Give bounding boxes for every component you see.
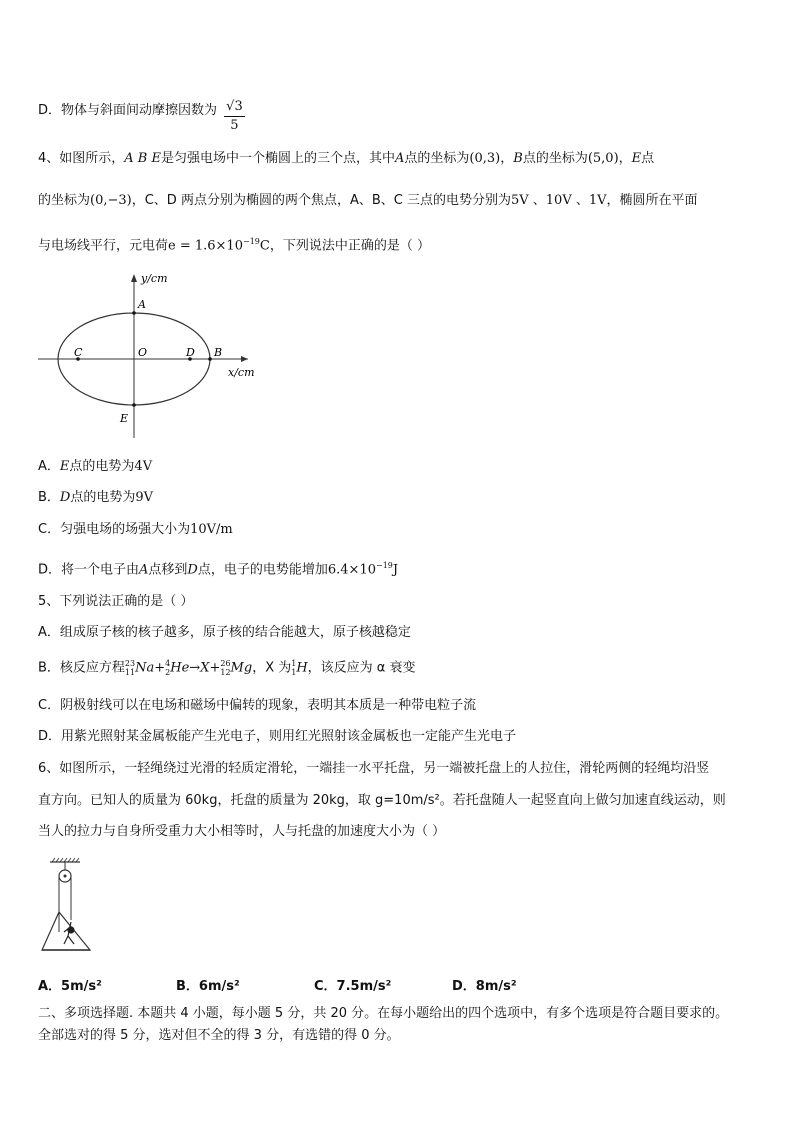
- x-axis-arrow-icon: [241, 356, 248, 362]
- q4-stem-line3: [38, 233, 430, 255]
- atomic-number: 1: [291, 668, 297, 677]
- text: D．将一个电子由: [38, 562, 140, 578]
- charge-unit: C: [259, 238, 270, 254]
- label-e: E: [120, 412, 129, 425]
- q5-option-a: A．组成原子核的核子越多，原子核的结合能越大，原子核越稳定: [38, 625, 411, 640]
- q6-option-d: D．8m/s²: [452, 979, 517, 994]
- symbol-x: X: [200, 660, 210, 676]
- pulley-axle: [64, 875, 67, 878]
- symbol: Mg: [230, 660, 253, 676]
- mass-number: 23: [124, 659, 136, 668]
- label-a: A: [138, 298, 146, 311]
- text: B．: [38, 490, 60, 505]
- potentials: 5V 、10V 、1V: [510, 193, 607, 208]
- coord-e: (0,−3): [90, 193, 132, 208]
- charge-exponent: −19: [242, 237, 260, 246]
- nuclide-h: [291, 659, 307, 678]
- text: 10V/m: [190, 522, 233, 537]
- q5-option-d: D．用紫光照射某金属板能产生光电子，则用红光照射该金属板也一定能产生光电子: [38, 729, 517, 744]
- q4-option-c: [38, 521, 233, 539]
- point-a-dot: [132, 311, 136, 315]
- section2-line1: 二、多项选择题. 本题共 4 小题，每小题 5 分，共 20 分。在每小题给出的四个选项中，有多个选项是符合题目要求的。: [38, 1006, 729, 1021]
- text: 与电场线平行，元电荷: [38, 238, 169, 254]
- text: ，C、D 两点分别为椭圆的两个焦点，A、B、C 三点的电势分别为: [131, 193, 511, 208]
- text: C．匀强电场的场强大小为: [38, 522, 191, 537]
- q6-option-a: A．5m/s²: [38, 979, 102, 994]
- symbol: Na: [135, 660, 155, 676]
- text: ，: [618, 151, 632, 166]
- text: 是匀强电场中一个椭圆上的三个点，其中: [160, 151, 395, 166]
- text: 点的电势为: [70, 490, 136, 505]
- coord-a: (0,3): [469, 151, 501, 166]
- q6-pulley-figure: [38, 856, 108, 960]
- q3-fraction-denominator: 5: [230, 118, 239, 133]
- q4-stem-line1: [38, 150, 654, 168]
- q4-option-b: [38, 489, 153, 507]
- q6-stem-line1: 6、如图所示，一轻绳绕过光滑的轻质定滑轮，一端挂一水平托盘，另一端被托盘上的人拉住，滑轮两侧的轻绳均沿竖: [38, 761, 710, 776]
- plus: +: [209, 660, 221, 676]
- arrow: →: [189, 660, 201, 676]
- text: 9V: [135, 490, 154, 505]
- point-a: A: [395, 151, 405, 166]
- text: 6.4×10: [327, 562, 376, 578]
- coord-b: (5,0): [587, 151, 619, 166]
- q3-fraction-numerator: √3: [224, 98, 245, 117]
- label-c: C: [74, 346, 83, 359]
- q6-stem-line2: 直方向。已知人的质量为 60kg，托盘的质量为 20kg，取 g=10m/s²。若托盘随人一起竖直向上做匀加速直线运动，则: [38, 793, 726, 808]
- q6-option-c: C．7.5m/s²: [314, 979, 392, 994]
- text: −19: [375, 561, 393, 570]
- text: A．: [38, 459, 60, 474]
- text: D: [187, 562, 198, 578]
- symbol: He: [170, 660, 190, 676]
- q6-option-b: B．6m/s²: [176, 979, 240, 994]
- point-b-dot: [208, 357, 212, 361]
- text: D: [59, 490, 71, 505]
- q5-option-b: [38, 659, 416, 678]
- nuclide-na: [125, 659, 154, 678]
- text: 点的电势为: [69, 459, 135, 474]
- q3-fraction: [224, 98, 245, 135]
- section2-line2: 全部选对的得 5 分，选对但不全的得 3 分，有选错的得 0 分。: [38, 1028, 400, 1043]
- text: 点移到: [148, 562, 188, 578]
- text: 点的坐标为: [404, 151, 470, 166]
- q4-option-a: [38, 458, 152, 476]
- x-axis-label: x/cm: [228, 366, 255, 379]
- text: ，该反应为 α 衰变: [307, 660, 416, 676]
- y-axis-arrow-icon: [131, 274, 137, 282]
- point-e: E: [631, 151, 642, 166]
- label-d: D: [186, 346, 195, 359]
- point-b: B: [513, 151, 523, 166]
- q5-option-c: C．阴极射线可以在电场和磁场中偏转的现象，表明其本质是一种带电粒子流: [38, 698, 477, 713]
- text: 的坐标为: [38, 193, 91, 208]
- atomic-number: 12: [220, 668, 231, 677]
- text: 点的坐标为: [522, 151, 588, 166]
- plus: +: [154, 660, 166, 676]
- q4-ellipse-figure: [38, 272, 268, 442]
- points: A B E: [124, 151, 161, 166]
- atomic-number: 11: [124, 668, 136, 677]
- nuclide-he: [165, 659, 189, 678]
- text: 4V: [134, 459, 153, 474]
- label-o: O: [138, 346, 148, 359]
- text: A: [139, 562, 149, 578]
- text: ，: [500, 151, 514, 166]
- point-e-dot: [132, 403, 136, 407]
- label-b: B: [214, 346, 223, 359]
- atomic-number: 2: [165, 668, 171, 677]
- text: ，椭圆所在平面: [606, 193, 698, 208]
- charge: e = 1.6×10: [168, 238, 243, 254]
- mass-number: 26: [220, 659, 231, 668]
- person-icon: [64, 922, 74, 944]
- nuclide-mg: [220, 659, 252, 678]
- text: B．核反应方程: [38, 660, 125, 676]
- text: 4、如图所示，: [38, 151, 125, 166]
- mass-number: 4: [165, 659, 171, 668]
- q5-stem: 5、下列说法正确的是（ ）: [38, 594, 194, 609]
- text: ，X 为: [252, 660, 292, 676]
- text: J: [392, 562, 399, 578]
- symbol: H: [296, 660, 308, 676]
- q6-stem-line3: 当人的拉力与自身所受重力大小相等时，人与托盘的加速度大小为（ ）: [38, 824, 446, 839]
- text: ，下列说法中正确的是（ ）: [269, 238, 430, 254]
- q4-stem-line2: [38, 192, 698, 210]
- text: E: [59, 459, 70, 474]
- text: 点，电子的电势能增加: [197, 562, 328, 578]
- q4-option-d: [38, 557, 398, 579]
- y-axis-label: y/cm: [141, 272, 168, 285]
- q3-option-d: [38, 92, 245, 133]
- q3-option-d-text: D．物体与斜面间动摩擦因数为: [38, 103, 218, 118]
- text: 点: [641, 151, 655, 166]
- mass-number: 1: [291, 659, 297, 668]
